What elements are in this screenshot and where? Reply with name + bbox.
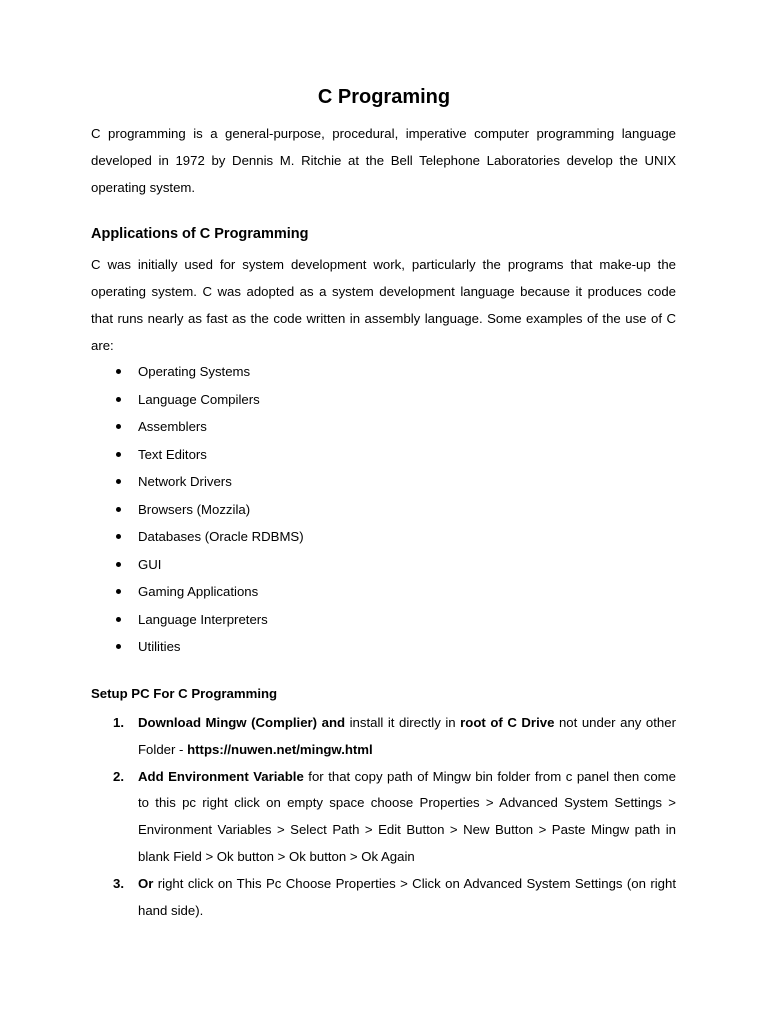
bullet-icon — [116, 562, 121, 567]
setup-step — [91, 710, 676, 764]
setup-steps-list — [91, 710, 676, 924]
list-item — [91, 551, 304, 579]
applications-list — [91, 358, 304, 661]
step-number: 3. — [113, 875, 124, 891]
bullet-icon — [116, 507, 121, 512]
bullet-icon — [116, 397, 121, 402]
setup-heading: Setup PC For C Programming — [91, 686, 278, 701]
step-bold-text: Download Mingw (Complier) and — [138, 715, 346, 730]
list-item-text: Gaming Applications — [138, 584, 259, 599]
step-text: right click on This Pc Choose Properties > Click on Advanced System Settings (on right hand side). — [138, 875, 676, 918]
list-item-text: Browsers (Mozzila) — [138, 501, 251, 517]
list-item-text: Databases (Oracle RDBMS) — [138, 529, 304, 544]
list-item — [91, 523, 304, 551]
bullet-icon — [116, 644, 121, 649]
step-bold-text: Add Environment Variable — [138, 768, 304, 784]
step-bold-text: root of C Drive — [460, 715, 555, 730]
bullet-icon — [116, 589, 121, 594]
list-item — [91, 386, 304, 414]
bullet-icon — [116, 534, 121, 539]
list-item-text: Operating Systems — [138, 364, 251, 379]
bullet-icon — [116, 617, 121, 622]
list-item — [91, 468, 304, 496]
setup-step — [91, 764, 676, 871]
bullet-icon — [116, 369, 121, 374]
list-item-text: Assemblers — [138, 419, 207, 434]
list-item — [91, 358, 304, 386]
setup-step — [91, 871, 676, 925]
applications-paragraph: C was initially used for system development work, particularly the programs that make-up the operating system. C was adopted as a system development language because it produces code that runs nearly as fast as the code written in assembly language. Some examples of the use of C are: — [91, 257, 676, 353]
list-item — [91, 633, 304, 661]
list-item-text: Network Drivers — [138, 474, 232, 489]
list-item-text: Language Compilers — [138, 391, 260, 407]
list-item — [91, 578, 304, 606]
list-item-text: Utilities — [138, 639, 181, 654]
bullet-icon — [116, 479, 121, 484]
list-item — [91, 441, 304, 469]
list-item-text: GUI — [138, 556, 162, 572]
step-number: 1. — [113, 715, 124, 730]
step-bold-text: Or — [138, 875, 154, 891]
list-item — [91, 496, 304, 524]
step-text: for that copy path of Mingw bin folder from c panel then come to this pc right click on empty space choose Properties > Advanced System Settings > Environment Variables > Select Path > Edit Button > New Button > Paste Mingw path in blank Field > Ok button > Ok button > Ok Again — [138, 768, 676, 864]
intro-paragraph: C programming is a general-purpose, procedural, imperative computer programming language developed in 1972 by Dennis M. Ritchie at the Bell Telephone Laboratories develop the UNIX operating system. — [91, 126, 676, 195]
list-item — [91, 413, 304, 441]
step-number: 2. — [113, 768, 124, 784]
list-item-text: Text Editors — [138, 446, 207, 462]
applications-heading: Applications of C Programming — [91, 226, 309, 242]
bullet-icon — [116, 424, 121, 429]
step-text: install it directly in — [345, 715, 461, 730]
page-title: C Programing — [317, 86, 451, 108]
mingw-link[interactable]: https://nuwen.net/mingw.html — [187, 741, 373, 757]
list-item — [91, 606, 304, 634]
step-text: not under any other Folder - — [138, 715, 676, 757]
bullet-icon — [116, 452, 121, 457]
list-item-text: Language Interpreters — [138, 611, 268, 627]
